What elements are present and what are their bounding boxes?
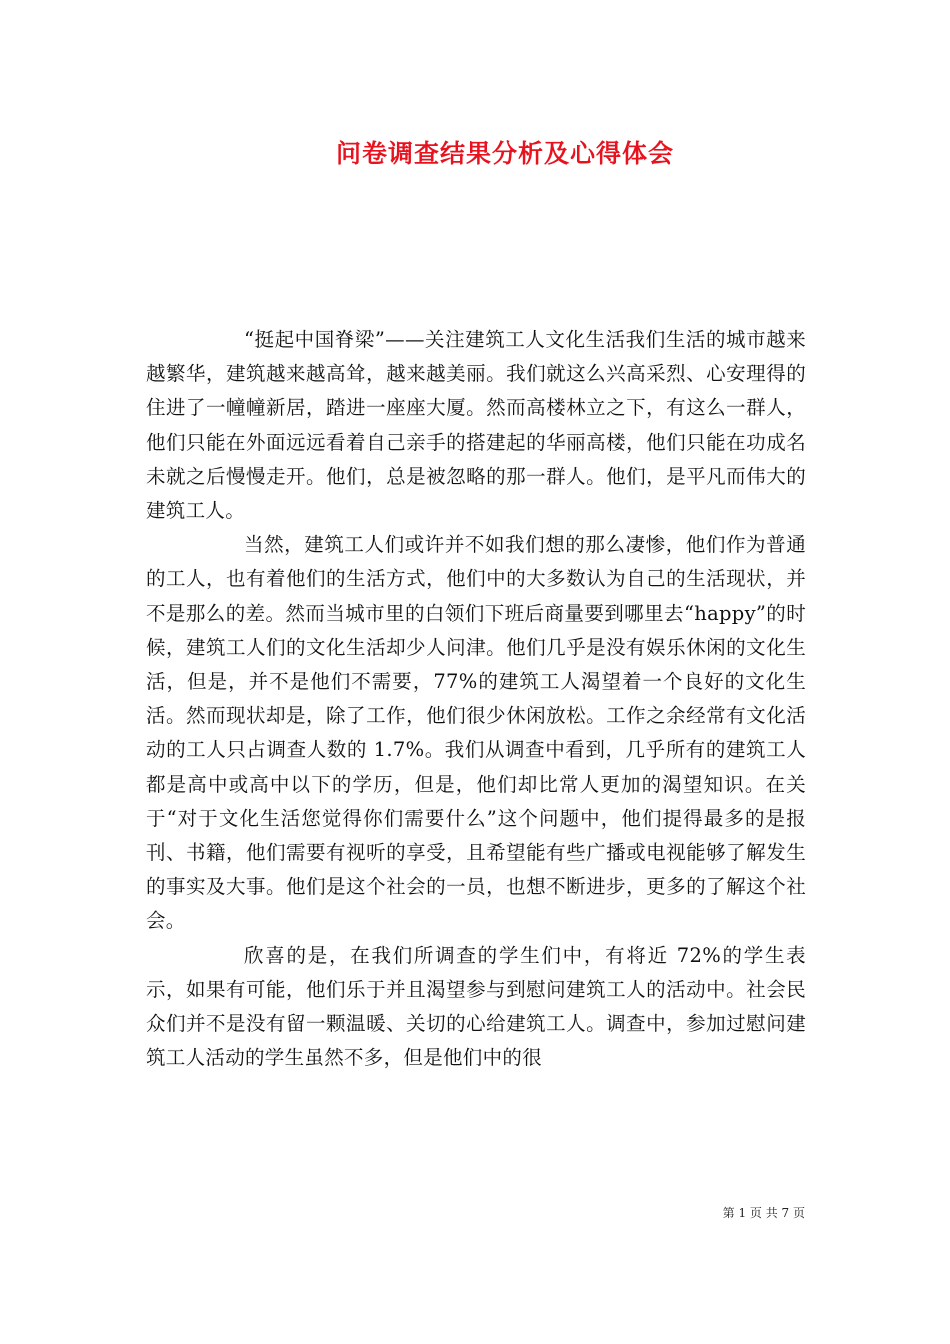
paragraph-1: “挺起中国脊梁”——关注建筑工人文化生活我们生活的城市越来越繁华，建筑越来越高耸，越来越美丽。我们就这么兴高采烈、心安理得的住进了一幢幢新居，踏进一座座大厦。然而高楼林立之下，有这么一群人，他们只能在外面远远看着自己亲手的搭建起的华丽高楼，他们只能在功成名未就之后慢慢走开。他们，总是被忽略的那一群人。他们，是平凡而伟大的建筑工人。 bbox=[146, 328, 806, 523]
paragraph-3: 欣喜的是，在我们所调查的学生们中，有将近 72%的学生表示，如果有可能，他们乐于并且渴望参与到慰问建筑工人的活动中。社会民众们并不是没有留一颗温暖、关切的心给建筑工人。调查中，参加过慰问建筑工人活动的学生虽然不多，但是他们中的很 bbox=[146, 943, 806, 1070]
paragraph-2: 当然，建筑工人们或许并不如我们想的那么凄惨，他们作为普通的工人，也有着他们的生活方式，他们中的大多数认为自己的生活现状，并不是那么的差。然而当城市里的白领们下班后商量要到哪里去“happy”的时候，建筑工人们的文化生活却少人问津。他们几乎是没有娱乐休闲的文化生活，但是，并不是他们不需要，77%的建筑工人渴望着一个良好的文化生活。然而现状却是，除了工作，他们很少休闲放松。工作之余经常有文化活动的工人只占调查人数的 1.7%。我们从调查中看到，几乎所有的建筑工人都是高中或高中以下的学历，但是，他们却比常人更加的渴望知识。在关于“对于文化生活您觉得你们需要什么”这个问题中，他们提得最多的是报刊、书籍，他们需要有视听的享受，且希望能有些广播或电视能够了解发生的事实及大事。他们是这个社会的一员，也想不断进步，更多的了解这个社会。 bbox=[146, 533, 806, 933]
page-number-footer: 第 1 页 共 7 页 bbox=[722, 1206, 805, 1220]
page-title: 问卷调查结果分析及心得体会 bbox=[335, 139, 674, 168]
document-body bbox=[146, 323, 806, 1075]
